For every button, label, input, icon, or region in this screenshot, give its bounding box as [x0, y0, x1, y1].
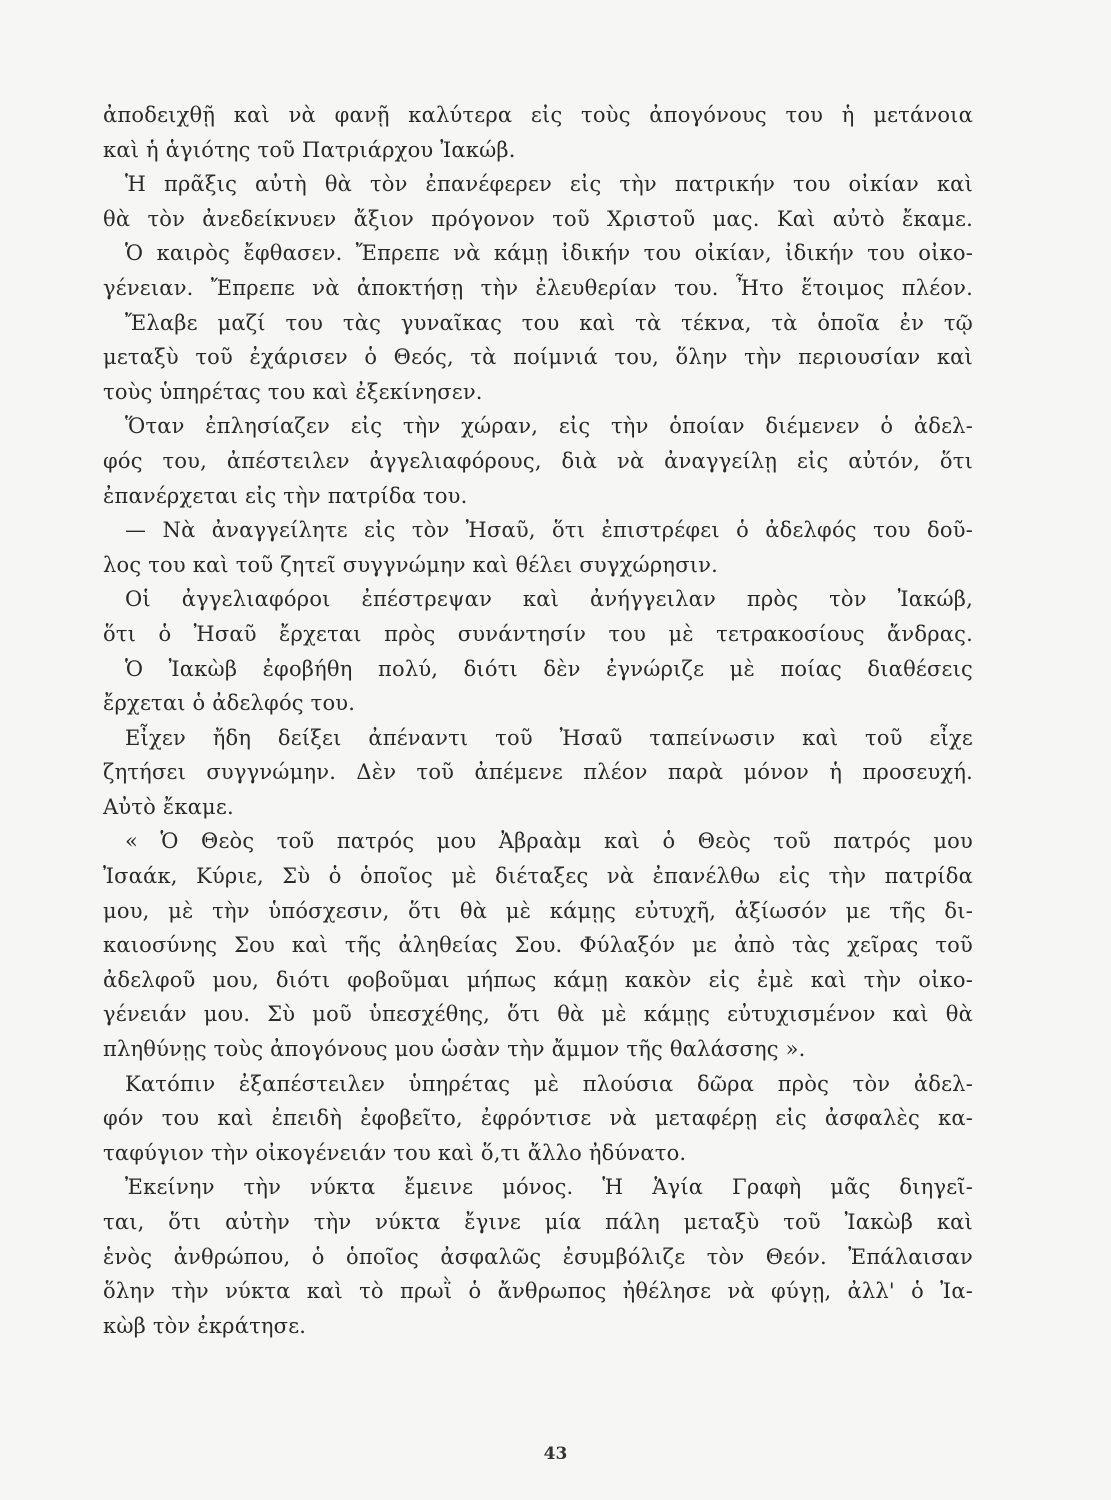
text-line: ἑνὸς ἀνθρώπου, ὁ ὁποῖος ἀσφαλῶς ἐσυμβόλιζε τὸν Θεόν. Ἐπάλαισαν [103, 1244, 973, 1269]
text-line: λος του καὶ τοῦ ζητεῖ συγγνώμην καὶ θέλει συγχώρησιν. [103, 552, 719, 577]
text-line: γένειαν. Ἔπρεπε νὰ ἀποκτήσῃ τὴν ἐλευθερίαν του. Ἦτο ἕτοιμος πλέον. [103, 275, 973, 300]
text-line: καιοσύνης Σου καὶ τῆς ἀληθείας Σου. Φύλαξόν με ἀπὸ τὰς χεῖρας τοῦ [103, 933, 973, 958]
text-line: — Νὰ ἀναγγείλητε εἰς τὸν Ἠσαῦ, ὅτι ἐπιστρέφει ὁ ἀδελφός του δοῦ- [125, 518, 973, 543]
text-line: ται, ὅτι αὐτὴν τὴν νύκτα ἔγινε μία πάλη μεταξὺ τοῦ Ἰακὼβ καὶ [103, 1210, 973, 1234]
text-line: μεταξὺ τοῦ ἐχάρισεν ὁ Θεός, τὰ ποίμνιά του, ὅλην τὴν περιουσίαν καὶ [103, 345, 973, 370]
text-line: « Ὁ Θεὸς τοῦ πατρός μου Ἀβραὰμ καὶ ὁ Θεὸς τοῦ πατρός μου [125, 829, 973, 854]
text-line: πληθύνῃς τοὺς ἀπογόνους μου ὡσὰν τὴν ἄμμον τῆς θαλάσσης ». [103, 1037, 806, 1062]
text-line: ἀποδειχθῇ καὶ νὰ φανῇ καλύτερα εἰς τοὺς ἀπογόνους του ἡ μετάνοια [103, 103, 973, 127]
text-line: Αὐτὸ ἔκαμε. [103, 794, 234, 819]
text-line: γένειάν μου. Σὺ μοῦ ὑπεσχέθης, ὅτι θὰ μὲ κάμῃς εὐτυχισμένον καὶ θὰ [103, 1002, 973, 1027]
text-line: ἀδελφοῦ μου, διότι φοβοῦμαι μήπως κάμῃ κακὸν εἰς ἐμὲ καὶ τὴν οἰκο- [103, 967, 973, 992]
text-line: ὅτι ὁ Ἠσαῦ ἔρχεται πρὸς συνάντησίν του μὲ τετρακοσίους ἄνδρας. [103, 621, 973, 646]
text-line: Ἡ πρᾶξις αὐτὴ θὰ τὸν ἐπανέφερεν εἰς τὴν πατρικήν του οἰκίαν καὶ [125, 172, 973, 197]
text-line: Εἶχεν ἤδη δείξει ἀπέναντι τοῦ Ἠσαῦ ταπείνωσιν καὶ τοῦ εἶχε [125, 725, 973, 750]
text-line: τοὺς ὑπηρέτας του καὶ ἐξεκίνησεν. [103, 379, 483, 404]
text-line: ὅλην τὴν νύκτα καὶ τὸ πρωῒ ὁ ἄνθρωπος ἠθέλησε νὰ φύγῃ, ἀλλ' ὁ Ἰα- [103, 1279, 973, 1304]
page-number: 43 [543, 1444, 568, 1464]
body-text [103, 98, 973, 1343]
text-line: ζητήσει συγγνώμην. Δὲν τοῦ ἀπέμενε πλέον παρὰ μόνον ἡ προσευχή. [103, 760, 973, 785]
text-line: Ὁ καιρὸς ἔφθασεν. Ἔπρεπε νὰ κάμῃ ἰδικήν του οἰκίαν, ἰδικήν του οἰκο- [125, 241, 973, 266]
text-line: ταφύγιον τὴν οἰκογένειάν του καὶ ὅ,τι ἄλλο ἠδύνατο. [103, 1140, 687, 1165]
text-line: Ὅταν ἐπλησίαζεν εἰς τὴν χώραν, εἰς τὴν ὁποίαν διέμενεν ὁ ἀδελ- [125, 414, 973, 439]
text-line: ἔρχεται ὁ ἀδελφός του. [103, 691, 356, 716]
text-line: Ἐκείνην τὴν νύκτα ἔμεινε μόνος. Ἡ Ἁγία Γραφὴ μᾶς διηγεῖ- [125, 1175, 973, 1200]
text-line: φός του, ἀπέστειλεν ἀγγελιαφόρους, διὰ νὰ ἀναγγείλῃ εἰς αὐτόν, ὅτι [103, 448, 973, 473]
text-line: καὶ ἡ ἁγιότης τοῦ Πατριάρχου Ἰακώβ. [103, 137, 516, 162]
text-line: Οἱ ἀγγελιαφόροι ἐπέστρεψαν καὶ ἀνήγγειλαν πρὸς τὸν Ἰακώβ, [125, 587, 973, 612]
text-line: Ἔλαβε μαζί του τὰς γυναῖκας του καὶ τὰ τέκνα, τὰ ὁποῖα ἐν τῷ [125, 310, 973, 335]
text-line: μου, μὲ τὴν ὑπόσχεσιν, ὅτι θὰ μὲ κάμῃς εὐτυχῆ, ἀξίωσόν με τῆς δι- [103, 898, 973, 923]
text-line: Κατόπιν ἐξαπέστειλεν ὑπηρέτας μὲ πλούσια δῶρα πρὸς τὸν ἀδελ- [125, 1071, 973, 1096]
text-line: Ὁ Ἰακὼβ ἐφοβήθη πολύ, διότι δὲν ἐγνώριζε μὲ ποίας διαθέσεις [125, 656, 973, 681]
text-line: φόν του καὶ ἐπειδὴ ἐφοβεῖτο, ἐφρόντισε νὰ μεταφέρῃ εἰς ἀσφαλὲς κα- [103, 1106, 973, 1131]
text-line: θὰ τὸν ἀνεδείκνυεν ἄξιον πρόγονον τοῦ Χριστοῦ μας. Καὶ αὐτὸ ἔκαμε. [103, 206, 973, 231]
text-line: ἐπανέρχεται εἰς τὴν πατρίδα του. [103, 483, 468, 508]
text-line: Ἰσαάκ, Κύριε, Σὺ ὁ ὁποῖος μὲ διέταξες νὰ ἐπανέλθω εἰς τὴν πατρίδα [103, 864, 973, 889]
text-line: κὼβ τὸν ἐκράτησε. [103, 1313, 307, 1338]
